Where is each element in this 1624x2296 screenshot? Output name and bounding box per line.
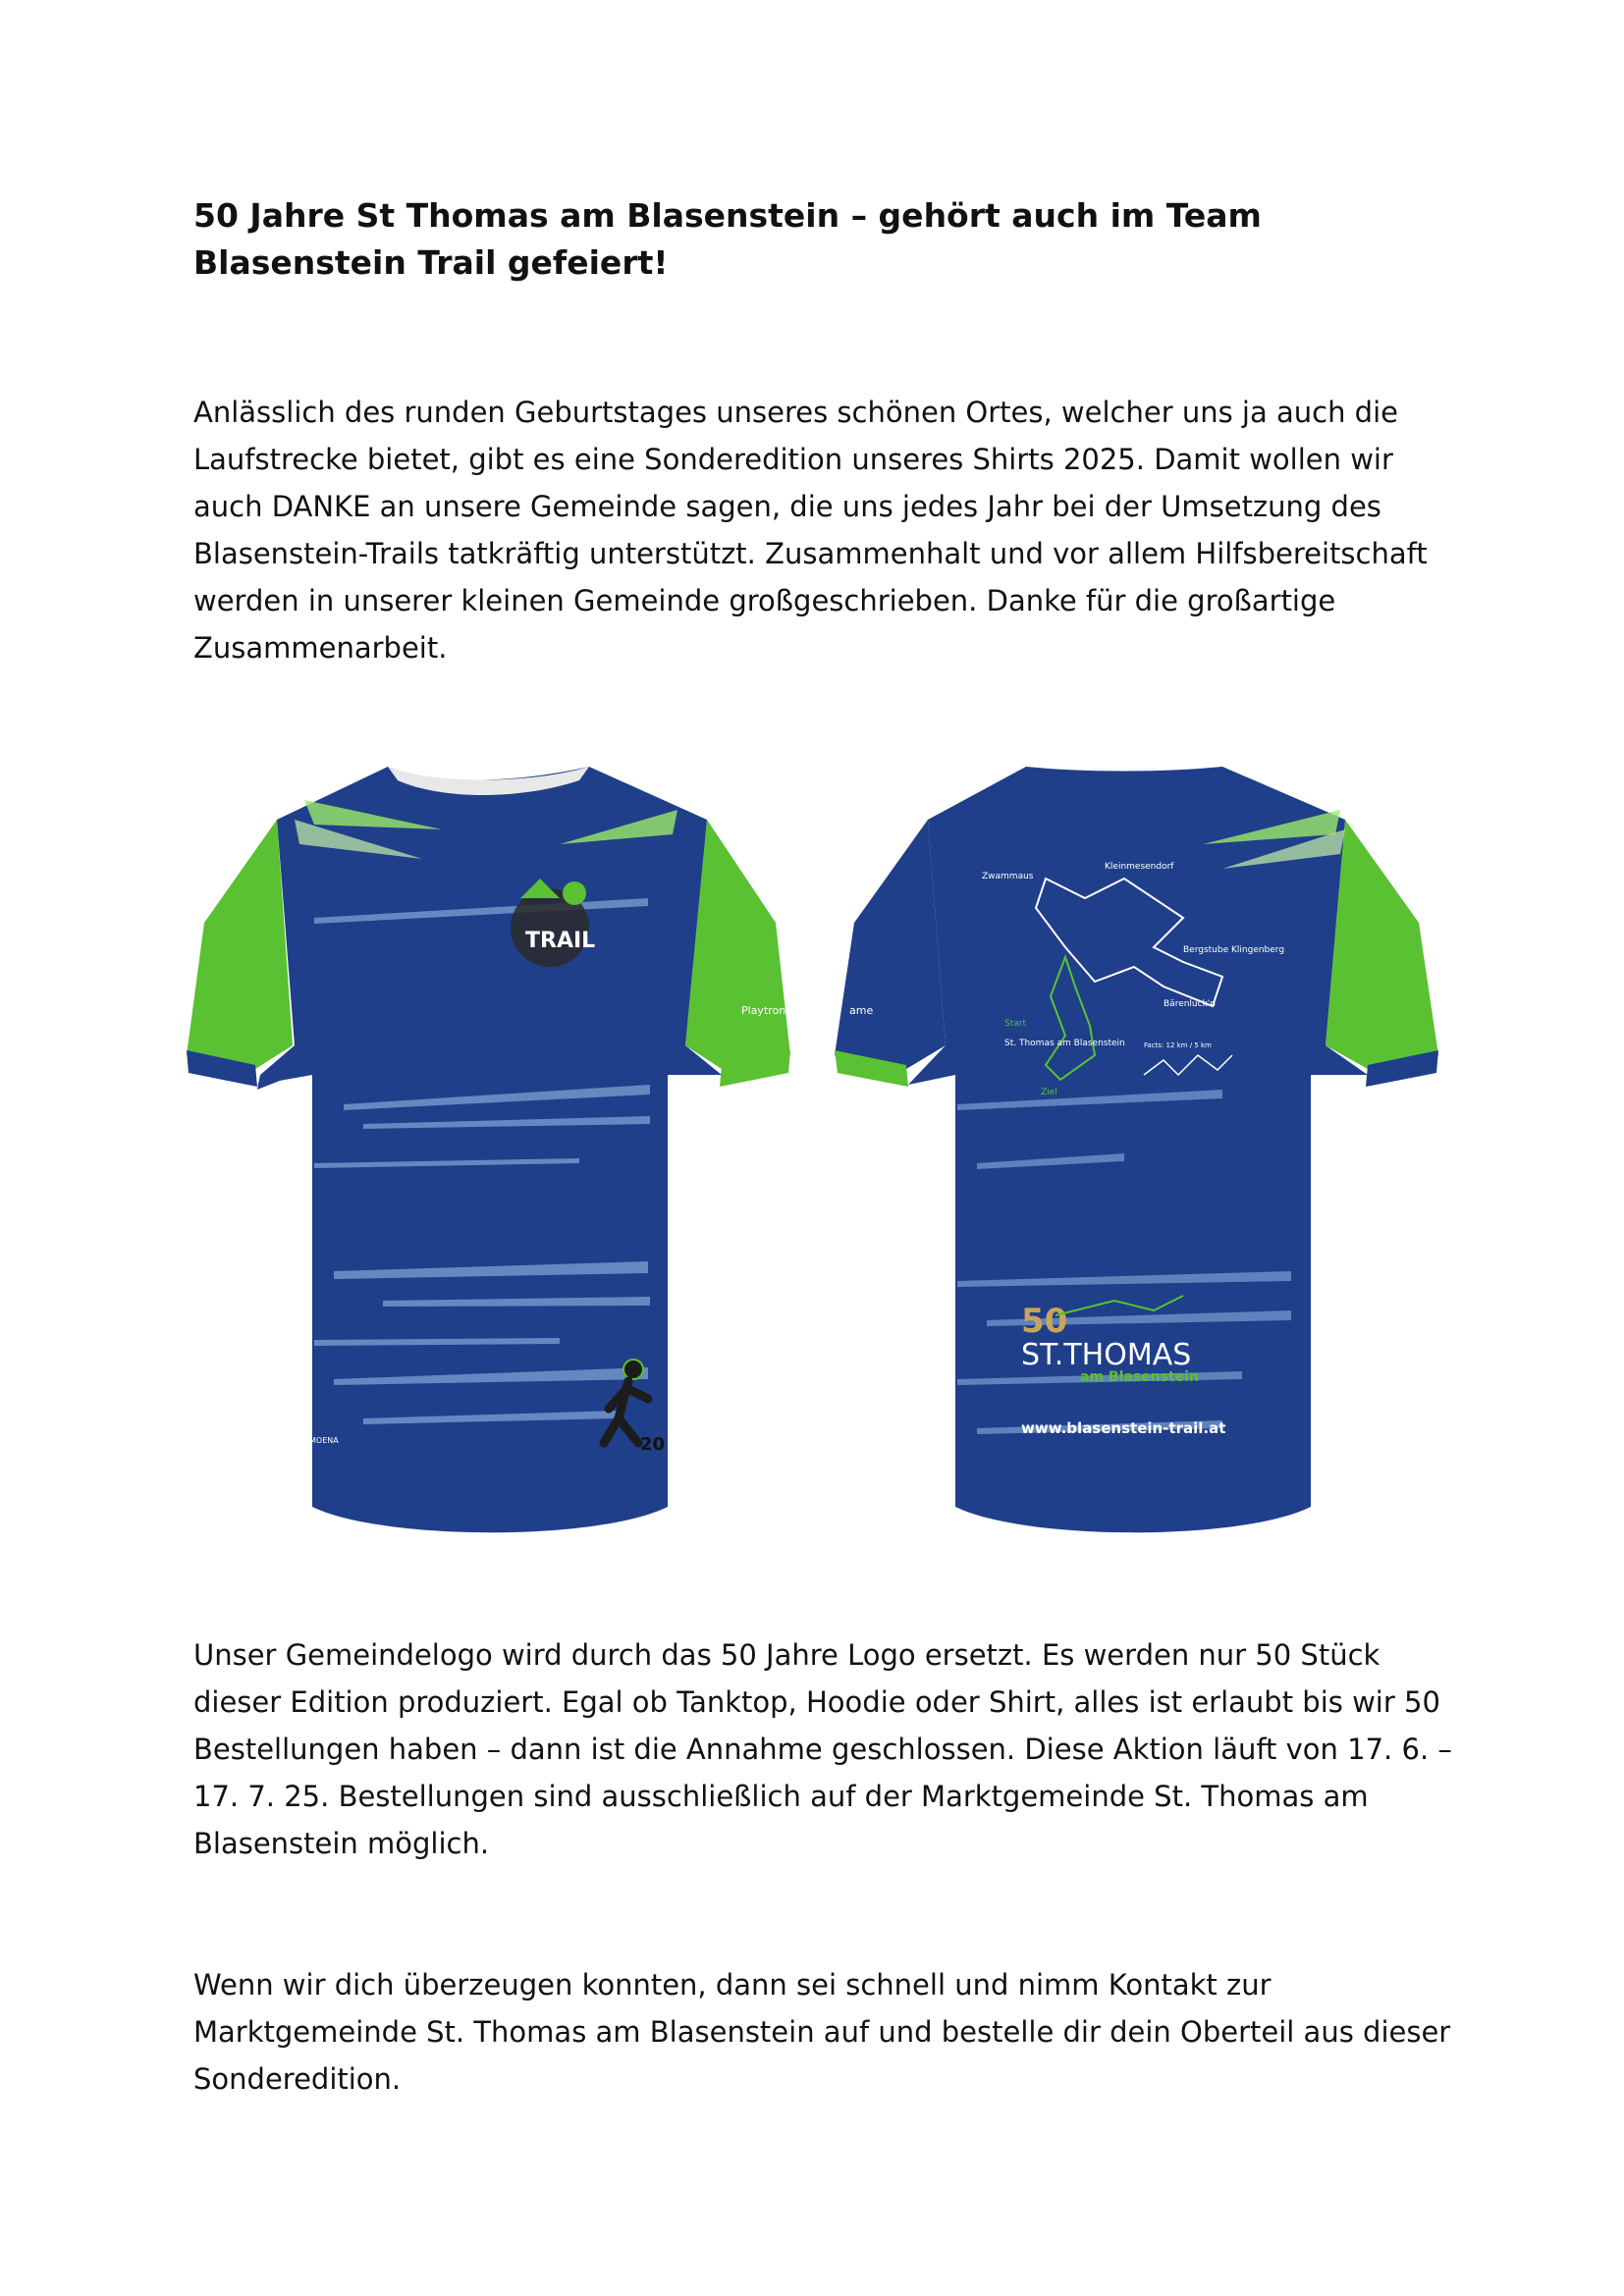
svg-text:ST.THOMAS: ST.THOMAS bbox=[1021, 1338, 1192, 1372]
website-text: www.blasenstein-trail.at bbox=[1021, 1419, 1226, 1437]
svg-text:Kleinmesendorf: Kleinmesendorf bbox=[1105, 862, 1174, 872]
svg-text:50: 50 bbox=[1021, 1302, 1068, 1341]
edition-paragraph: Unser Gemeindelogo wird durch das 50 Jahre Logo ersetzt. Es werden nur 50 Stück dieser Edition produziert. Egal ob Tanktop, Hoodie oder Shirt, alles ist erlaubt bis wir 50 Bestellungen haben – dann ist die Annahme geschlossen. Diese Aktion läuft von 17. 6. – 17. 7. 25. Bestellungen sind ausschließlich auf der Marktgemeinde St. Thomas am Blasenstein möglich. bbox=[193, 1638, 1452, 1860]
shirt-front-image bbox=[187, 751, 805, 1536]
svg-text:Bergstube Klingenberg: Bergstube Klingenberg bbox=[1183, 945, 1285, 955]
contact-paragraph: Wenn wir dich überzeugen konnten, dann sei schnell und nimm Kontakt zur Marktgemeinde St. Thomas am Blasenstein auf und bestelle dir dein Oberteil aus dieser Sonderedition. bbox=[193, 1968, 1451, 2096]
svg-text:am Blasenstein: am Blasenstein bbox=[1080, 1369, 1199, 1385]
maker-mark: MOENA bbox=[309, 1436, 339, 1445]
shirt-back-image bbox=[830, 751, 1448, 1536]
svg-text:Zwammaus: Zwammaus bbox=[982, 872, 1034, 881]
svg-text:Bärenluck'n: Bärenluck'n bbox=[1164, 999, 1216, 1009]
svg-text:TRAIL: TRAIL bbox=[525, 929, 596, 953]
svg-text:Ziel: Ziel bbox=[1041, 1088, 1057, 1097]
svg-text:20: 20 bbox=[640, 1434, 666, 1455]
page-title: 50 Jahre St Thomas am Blasenstein – gehört auch im Team Blasenstein Trail gefeiert! bbox=[193, 196, 1262, 282]
back-sleeve-brand: ame bbox=[849, 1004, 874, 1017]
shirt-images bbox=[187, 751, 1453, 1536]
svg-text:Facts: 12 km / 5 km: Facts: 12 km / 5 km bbox=[1144, 1041, 1212, 1049]
intro-paragraph: Anlässlich des runden Geburtstages unseres schönen Ortes, welcher uns ja auch die Laufstrecke bietet, gibt es eine Sonderedition unseres Shirts 2025. Damit wollen wir auch DANKE an unsere Gemeinde sagen, die uns jedes Jahr bei der Umsetzung des Blasenstein-Trails tatkräftig unterstützt. Zusammenhalt und vor allem Hilfsbereitschaft werden in unserer kleinen Gemeinde großgeschrieben. Danke für die großartige Zusammenarbeit. bbox=[193, 396, 1428, 665]
front-sleeve-brand: Playtron bbox=[741, 1004, 786, 1017]
svg-text:Start: Start bbox=[1004, 1019, 1026, 1029]
svg-text:St. Thomas am Blasenstein: St. Thomas am Blasenstein bbox=[1004, 1039, 1125, 1048]
